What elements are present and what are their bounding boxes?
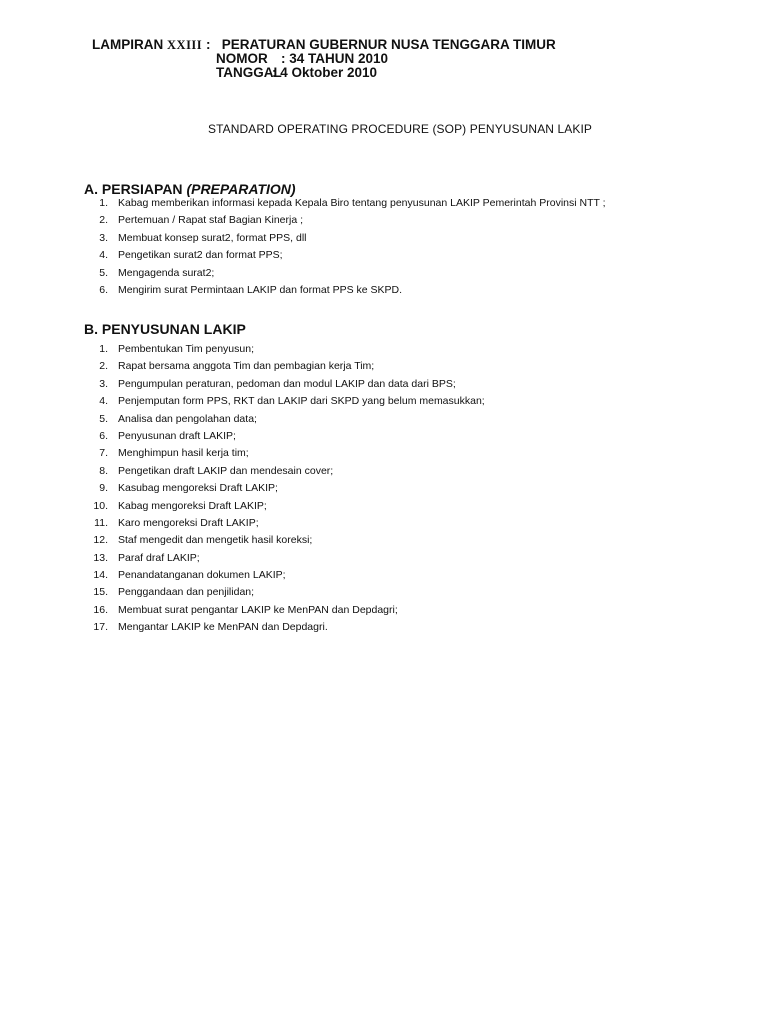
list-item-text: Pertemuan / Rapat staf Bagian Kinerja ; <box>118 214 304 227</box>
list-item-text: Rapat bersama anggota Tim dan pembagian kerja Tim; <box>118 360 375 373</box>
list-item-text: Kasubag mengoreksi Draft LAKIP; <box>118 482 278 495</box>
list-item-number: 12. <box>93 534 108 547</box>
list-item-text: Penyusunan draft LAKIP; <box>118 429 236 442</box>
list-item-number: 2. <box>99 360 108 373</box>
list-item-text: Membuat surat pengantar LAKIP ke MenPAN dan Depdagri; <box>118 603 398 616</box>
list-item-number: 13. <box>93 551 108 564</box>
list-item-number: 8. <box>99 464 108 477</box>
list-item-number: 9. <box>99 482 108 495</box>
list-item-number: 1. <box>99 343 108 355</box>
list-item-number: 15. <box>93 586 108 599</box>
header-lampiran-label: LAMPIRAN <box>92 37 164 52</box>
list-item-number: 5. <box>99 412 108 425</box>
list-item-text: Mengirim surat Permintaan LAKIP dan format PPS ke SKPD. <box>118 283 403 296</box>
list-item-number: 1. <box>99 197 108 209</box>
list-item-text: Karo mengoreksi Draft LAKIP; <box>118 516 259 529</box>
list-item-text: Staf mengedit dan mengetik hasil koreksi; <box>118 534 313 547</box>
list-item-number: 7. <box>99 447 108 460</box>
list-item-text: Penjemputan form PPS, RKT dan LAKIP dari SKPD yang belum memasukkan; <box>118 395 485 408</box>
section-a-heading-italic: (PREPARATION) <box>186 181 296 197</box>
list-item-number: 4. <box>99 249 108 262</box>
header-tanggal-line <box>216 65 377 81</box>
list-item-text: Pengetikan surat2 dan format PPS; <box>118 249 283 262</box>
list-item-number: 6. <box>99 429 108 442</box>
header-tanggal-label: TANGGAL <box>216 65 282 80</box>
list-item-number: 10. <box>93 499 108 512</box>
list-item-text: Menghimpun hasil kerja tim; <box>118 447 249 460</box>
header-tanggal-value: : 4 Oktober 2010 <box>272 65 378 80</box>
header-nomor-value: : 34 TAHUN 2010 <box>281 51 389 66</box>
header-separator: : <box>205 37 211 52</box>
header-regulation-title: PERATURAN GUBERNUR NUSA TENGGARA TIMUR <box>221 37 556 52</box>
document-title: STANDARD OPERATING PROCEDURE (SOP) PENYUSUNAN LAKIP <box>207 122 593 136</box>
list-item-text: Analisa dan pengolahan data; <box>118 412 257 425</box>
list-item-text: Pembentukan Tim penyusun; <box>118 343 254 355</box>
list-item-text: Penandatanganan dokumen LAKIP; <box>118 569 286 582</box>
list-item-number: 3. <box>99 231 108 244</box>
list-item-text: Pengetikan draft LAKIP dan mendesain cover; <box>118 464 334 477</box>
list-item-number: 4. <box>99 395 108 408</box>
list-item-text: Pengumpulan peraturan, pedoman dan modul LAKIP dan data dari BPS; <box>118 377 456 390</box>
list-item-text: Mengantar LAKIP ke MenPAN dan Depdagri. <box>118 621 328 634</box>
list-item-number: 17. <box>93 621 108 634</box>
list-item-number: 5. <box>99 266 108 279</box>
list-item-number: 14. <box>93 569 108 582</box>
list-item-number: 11. <box>94 516 108 529</box>
section-b-heading: B. PENYUSUNAN LAKIP <box>84 321 246 337</box>
list-item-number: 2. <box>99 214 108 227</box>
list-item-text: Mengagenda surat2; <box>118 266 215 279</box>
header-nomor-label: NOMOR <box>216 51 268 66</box>
list-item-number: 3. <box>99 377 108 390</box>
list-item-text: Kabag mengoreksi Draft LAKIP; <box>118 499 267 512</box>
header-lampiran-number: XXIII <box>167 38 203 52</box>
list-item-text: Kabag memberikan informasi kepada Kepala Biro tentang penyusunan LAKIP Pemerintah Provinsi NTT ; <box>118 197 606 209</box>
list-item-number: 16. <box>93 603 108 616</box>
section-a-heading-text: A. PERSIAPAN <box>84 181 183 197</box>
list-item-text: Penggandaan dan penjilidan; <box>118 586 255 599</box>
list-item-number: 6. <box>99 283 108 296</box>
list-item-text: Membuat konsep surat2, format PPS, dll <box>118 231 307 244</box>
list-item-text: Paraf draf LAKIP; <box>118 551 200 564</box>
